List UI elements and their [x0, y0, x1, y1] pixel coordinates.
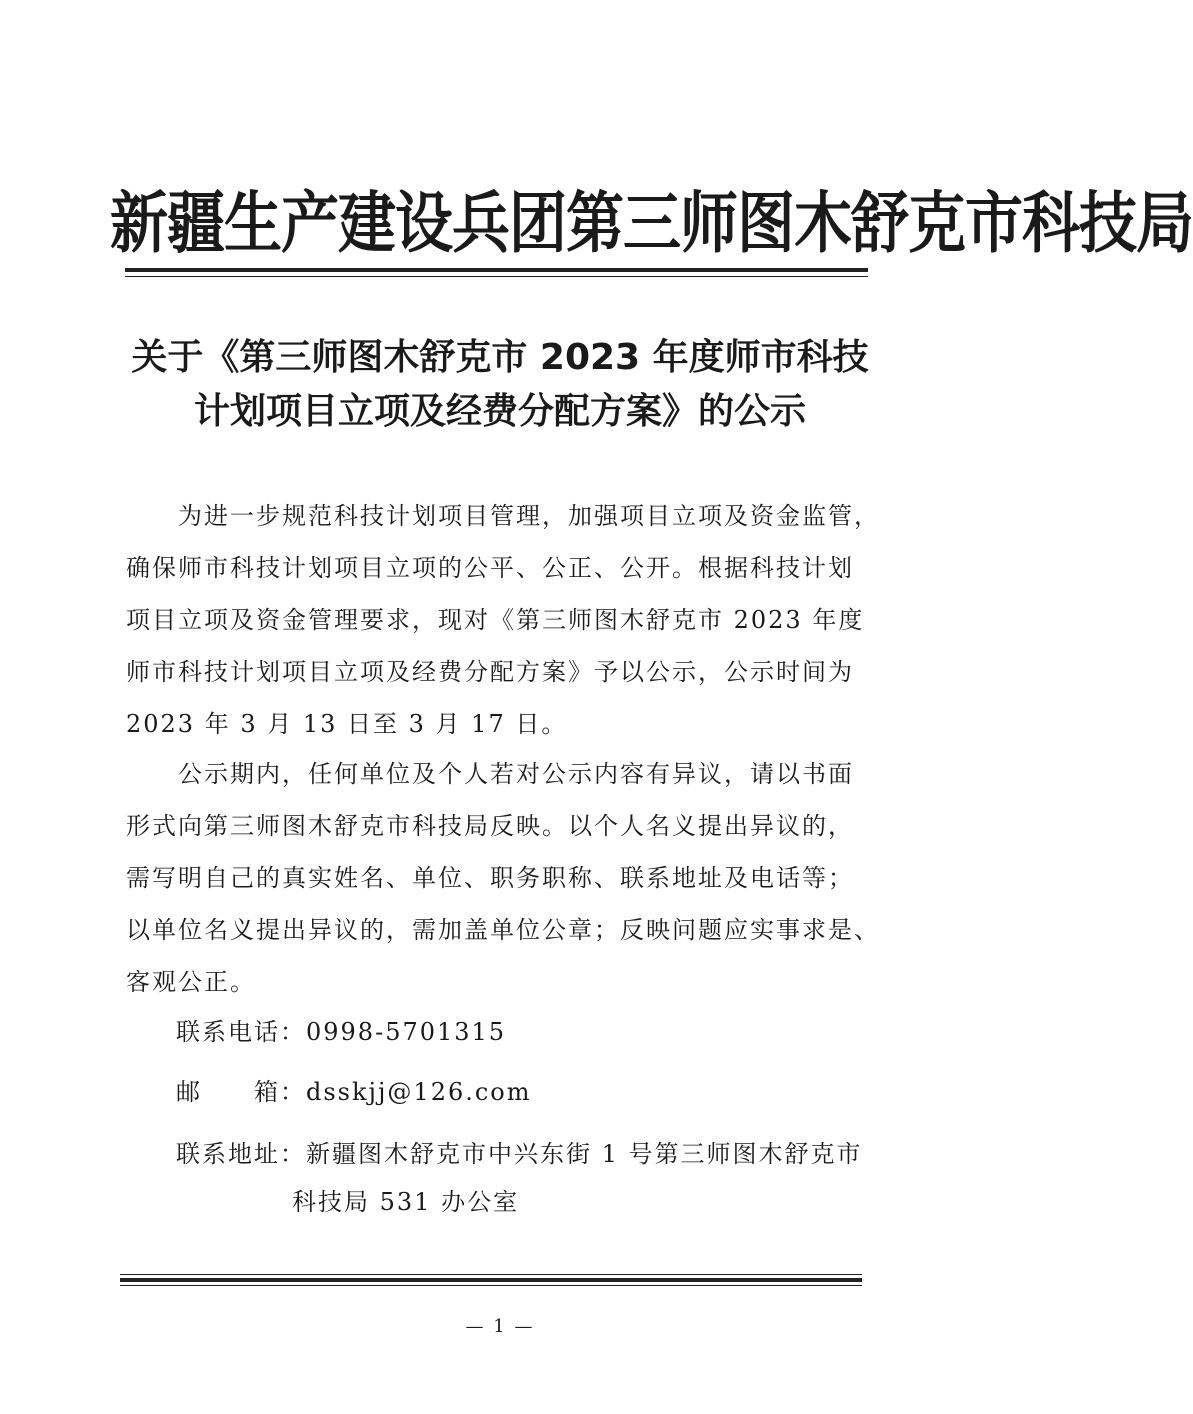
footer-rule-thick — [120, 1278, 862, 1282]
title-line-1: 关于《第三师图木舒克市 2023 年度师市科技 — [131, 337, 869, 378]
contact-phone-value: 0998-5701315 — [306, 1018, 507, 1046]
paragraph-line: 公示期内，任何单位及个人若对公示内容有异议，请以书面 — [126, 760, 854, 788]
header-rule-thin — [125, 276, 868, 277]
contact-address-line-2: 科技局 531 办公室 — [292, 1188, 520, 1216]
contact-email-value: dsskjj@126.com — [306, 1078, 532, 1106]
paragraph-line: 需写明自己的真实姓名、单位、职务职称、联系地址及电话等； — [126, 864, 854, 892]
page-number: — 1 — — [465, 1316, 535, 1337]
paragraph-line: 2023 年 3 月 13 日至 3 月 17 日。 — [126, 710, 568, 738]
contact-address-line-1: 新疆图木舒克市中兴东街 1 号第三师图木舒克市 — [306, 1140, 863, 1168]
paragraph-line: 形式向第三师图木舒克市科技局反映。以个人名义提出异议的， — [126, 812, 854, 840]
contact-phone-label: 联系电话： — [176, 1018, 306, 1046]
paragraph-line: 确保师市科技计划项目立项的公平、公正、公开。根据科技计划 — [126, 554, 854, 582]
paragraph-line: 项目立项及资金管理要求，现对《第三师图木舒克市 2023 年度 — [126, 606, 865, 634]
paragraph-line: 客观公正。 — [126, 968, 256, 996]
contact-address-row — [176, 1130, 863, 1178]
paragraph-line: 师市科技计划项目立项及经费分配方案》予以公示，公示时间为 — [126, 658, 854, 686]
contact-email-row — [176, 1068, 532, 1116]
title-line-2: 计划项目立项及经费分配方案》的公示 — [193, 391, 806, 432]
contact-phone-row — [176, 1008, 506, 1056]
contact-email-label: 邮 箱： — [176, 1078, 306, 1106]
paragraph-line: 以单位名义提出异议的，需加盖单位公章；反映问题应实事求是、 — [126, 916, 880, 944]
paragraph-line: 为进一步规范科技计划项目管理，加强项目立项及资金监管， — [126, 502, 880, 530]
footer-rule-thin-bottom — [120, 1285, 862, 1286]
footer-rule-thin-top — [120, 1274, 862, 1275]
header-rule-thick — [125, 268, 868, 272]
contact-address-label: 联系地址： — [176, 1140, 306, 1168]
org-header: 新疆生产建设兵团第三师图木舒克市科技局 — [110, 183, 1193, 263]
